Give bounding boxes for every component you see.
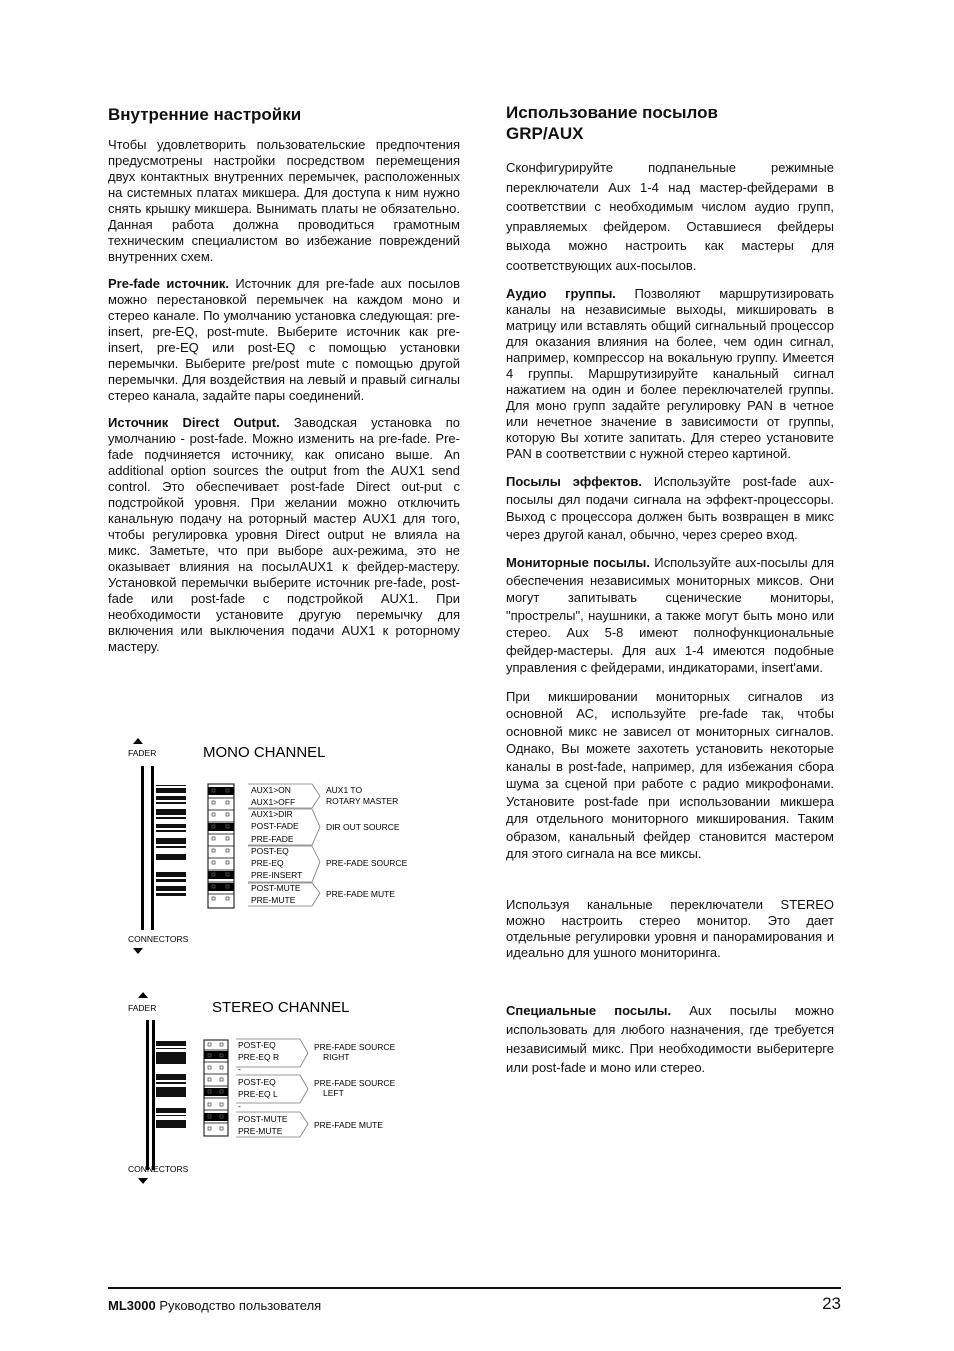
mono-channel-diagram bbox=[120, 738, 440, 958]
jumper-label: PRE-INSERT bbox=[251, 870, 303, 880]
page-number: 23 bbox=[822, 1294, 841, 1313]
paragraph-intro: Чтобы удовлетворить пользовательские предпочтения предусмотрены настройки посредством перемещения двух контактных внутренних перемычек, расположенных на системных платах микшера. Для доступа к ним нужно снять крышку микшера. Вынимать платы не обязательно. Данная работа должна проводиться грамотным техническим специалистом во избежание повреждений внутренних схем. bbox=[108, 137, 460, 264]
group-label: RIGHT bbox=[323, 1052, 350, 1062]
jumper-block bbox=[208, 784, 234, 908]
group-label: PRE-FADE MUTE bbox=[326, 889, 395, 899]
paragraph-effects-sends bbox=[506, 473, 834, 543]
group-label: PRE-FADE SOURCE bbox=[326, 858, 408, 868]
jumper-label: POST-FADE bbox=[251, 821, 299, 831]
arrow-down-icon bbox=[133, 948, 143, 954]
paragraph-text: Используйте post-fade aux-посылы дял подачи сигнала на эффект-процессоры. Выход с процессора должен быть возвращен в микс через другой канал, обычно, через сререо вход. bbox=[506, 474, 834, 542]
paragraph-direct-output bbox=[108, 415, 460, 655]
group-label: PRE-FADE MUTE bbox=[314, 1120, 383, 1130]
model-name: ML3000 bbox=[108, 1298, 156, 1313]
group-label: LEFT bbox=[323, 1088, 344, 1098]
jumper-block bbox=[204, 1040, 228, 1136]
bold-lead: Источник Direct Output. bbox=[108, 415, 280, 430]
heading-line: Использование посылов bbox=[506, 103, 718, 122]
section-heading-grp-aux bbox=[506, 102, 834, 144]
paragraph-monitor-mixing: При микшировании мониторных сигналов из основной АС, используйте pre-fade так, чтобы основной микс не зависел от мониторных сигналов. Однако, Вы можете захотеть установить некоторые каналы в post-fade, например, для избежания сбора шума за сценой при работе с радио микрофонами. Установите post-fade при использовании микшера для отдельного мониторного микширования. Таким образом, канальный фейдер становится мастером для этого сигнала на все миксы. bbox=[506, 688, 834, 861]
jumper-label: AUX1>ON bbox=[251, 785, 291, 795]
connectors-label: CONNECTORS bbox=[128, 1164, 189, 1174]
jumper-label: PRE-MUTE bbox=[251, 895, 296, 905]
bold-lead: Pre-fade источник. bbox=[108, 276, 229, 291]
group-label: AUX1 TO bbox=[326, 785, 363, 795]
footer-rule bbox=[108, 1287, 841, 1289]
jumper-label: AUX1>DIR bbox=[251, 809, 293, 819]
jumper-label: PRE-MUTE bbox=[238, 1126, 283, 1136]
jumper-label: PRE-EQ L bbox=[238, 1089, 278, 1099]
connectors-label: CONNECTORS bbox=[128, 934, 189, 944]
section-heading-internal-settings: Внутренние настройки bbox=[108, 105, 302, 124]
right-column bbox=[506, 102, 834, 1088]
jumper-label: POST-EQ bbox=[238, 1040, 276, 1050]
paragraph-text: Заводская установка по умолчанию - post-fade. Можно изменить на pre-fade. Pre-fade подчиняется источнику, как описано выше. An additional option sources the output from the AUX1 send control. Это обеспечивает post-fade Direct out-put с подстройкой уровня. При желании можно отключить канальную подачу на роторный мастер AUX1 для того, чтобы регулировка уровня Direct output не влияла на микс. Заметьте, что при выборе aux-режима, это не оказывает влияния на посылAUX1 к фейдер-мастеру. Установкой перемычки выберите источник pre-fade, post-fade или post-fade с подстройкой AUX1. При необходимости установите другую перемычку для включения или выключения подачи AUX1 к роторному мастеру. bbox=[108, 415, 460, 654]
jumper-label: PRE-FADE bbox=[251, 834, 294, 844]
paragraph-text: Используйте aux-посылы для обеспечения независимых мониторных миксов. Они могут запитывать сценические мониторы, "прострелы", наушники, а также могут быть моно или стерео. Aux 5-8 имеют полнофункциональные фейдер-мастеры. Для aux 1-4 имеются подобные управления с фейдерами, индикаторами, insert'ами. bbox=[506, 555, 834, 675]
paragraph-special-sends bbox=[506, 1001, 834, 1077]
bold-lead: Специальные посылы. bbox=[506, 1002, 672, 1018]
paragraph-prefade-source bbox=[108, 276, 460, 404]
jumper-label: PRE-EQ R bbox=[238, 1052, 280, 1062]
board-slots bbox=[156, 785, 186, 896]
jumper-label: - bbox=[238, 1064, 241, 1074]
jumper-label: POST-MUTE bbox=[251, 883, 301, 893]
arrow-up-icon bbox=[133, 738, 143, 744]
board-slots bbox=[156, 1041, 186, 1128]
paragraph-audio-groups bbox=[506, 286, 834, 462]
bold-lead: Мониторные посылы. bbox=[506, 555, 651, 570]
paragraph-monitor-sends bbox=[506, 554, 834, 677]
heading-line: GRP/AUX bbox=[506, 124, 584, 143]
group-label: PRE-FADE SOURCE bbox=[314, 1042, 396, 1052]
left-column bbox=[108, 104, 460, 666]
jumper-label: - bbox=[238, 1101, 241, 1111]
jumper-label: PRE-EQ bbox=[251, 858, 284, 868]
footer-title bbox=[108, 1298, 321, 1313]
paragraph-stereo-monitor: Используя канальные переключатели STEREO можно настроить стерео монитор. Это дает отдельные регулировки уровня и панорамирования и идеально для ушного мониторинга. bbox=[506, 896, 834, 960]
fader-label: FADER bbox=[128, 748, 157, 758]
fader-label: FADER bbox=[128, 1003, 157, 1013]
paragraph-text: Позволяют маршрутизировать каналы на независимые выходы, микшировать в матрицу или вставлять общий сигнальный процессор для оказания влияния на более, чем один сигнал, например, компрессор на вокальную группу. Имеется 4 группы. Маршрутизируйте канальный сигнал нажатием на один и более переключателей группы. Для моно групп задайте регулировку PAN в четное или нечетное значение в зависимости от группы, которую Вы хотите запитать. Для стерео установите PAN в соответствии с нужной стерео картиной. bbox=[506, 286, 834, 461]
jumper-label: POST-EQ bbox=[238, 1077, 276, 1087]
paragraph-text: Aux посылы можно использовать для любого назначения, где требуется независимый микс. При необходимости выберитерге или post-fade и моно или стерео. bbox=[506, 1002, 834, 1075]
paragraph-configure: Сконфигурируйте подпанельные режимные переключатели Aux 1-4 над мастер-фейдерами в соответствии с необходимым числом аудио групп, управляемых фейдером. Оставшиеся фейдеры выхода можно настроить как мастеры для соответствующих aux-посылов. bbox=[506, 160, 834, 273]
group-label: ROTARY MASTER bbox=[326, 796, 399, 806]
paragraph-text: Источник для pre-fade aux посылов можно перестановкой перемычек на каждом моно и стерео канале. По умолчанию установка следующая: pre-insert, pre-EQ, post-mute. Выберите источник как pre-insert, pre-EQ или post-EQ с помощью установки перемычки. Выберите pre/post mute с помощью другой перемычки. Для воздействия на левый и правый сигналы стерео канала, задайте пары соединений. bbox=[108, 276, 460, 403]
diagram-title: STEREO CHANNEL bbox=[212, 999, 350, 1016]
stereo-channel-diagram bbox=[120, 992, 440, 1192]
jumper-label: POST-MUTE bbox=[238, 1114, 288, 1124]
arrow-up-icon bbox=[138, 992, 148, 998]
manual-title: Руководство пользователя bbox=[155, 1298, 322, 1313]
group-label: PRE-FADE SOURCE bbox=[314, 1078, 396, 1088]
arrow-down-icon bbox=[138, 1178, 148, 1184]
group-label: DIR OUT SOURCE bbox=[326, 822, 400, 832]
diagram-title: MONO CHANNEL bbox=[203, 744, 326, 761]
jumper-label: POST-EQ bbox=[251, 846, 289, 856]
jumper-label: AUX1>OFF bbox=[251, 797, 296, 807]
bold-lead: Аудио группы. bbox=[506, 286, 616, 301]
bold-lead: Посылы эффектов. bbox=[506, 474, 642, 489]
